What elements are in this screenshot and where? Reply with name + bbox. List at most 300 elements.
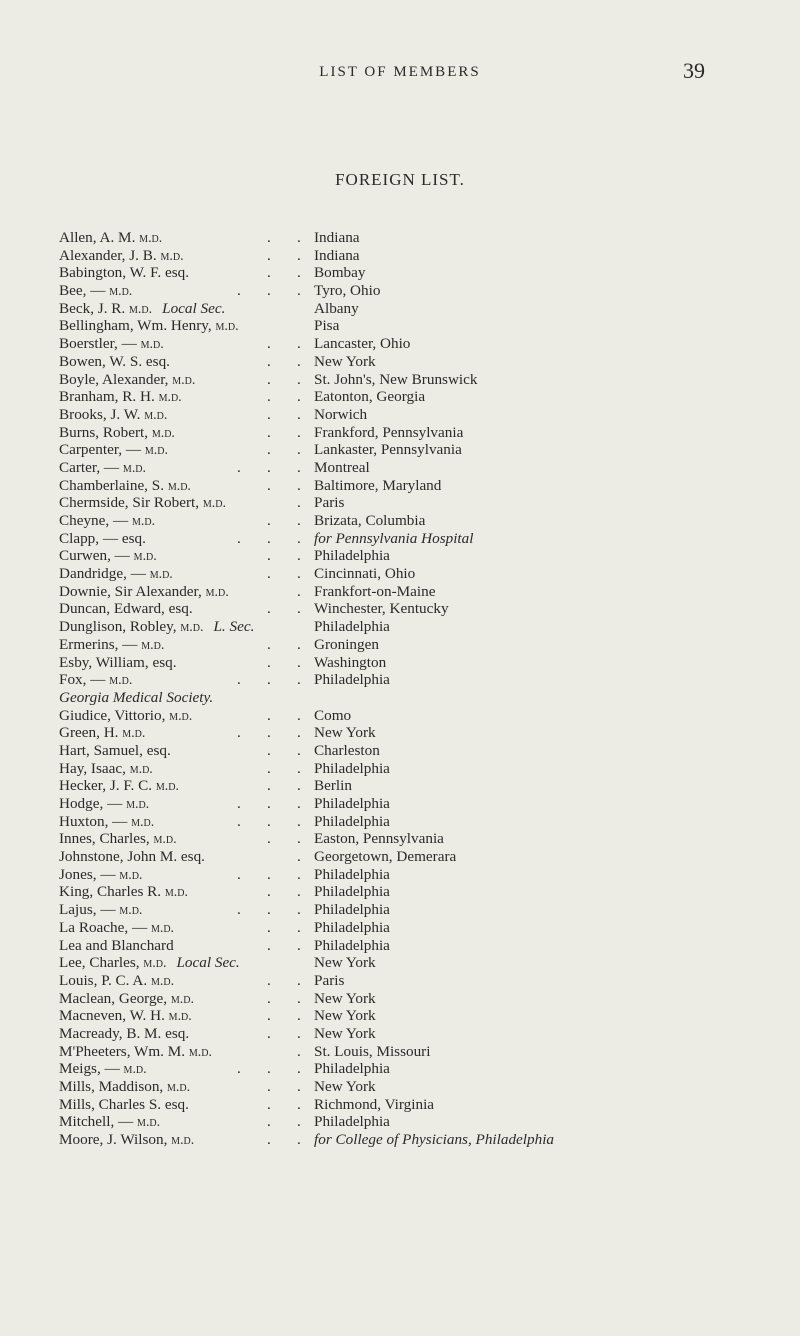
member-role: Local Sec. [162,299,226,317]
member-location: Philadelphia [314,618,390,636]
member-name [59,919,174,938]
leader-dot: . [297,1007,301,1025]
member-name-text: Macneven, W. H. [59,1007,169,1025]
list-item [59,264,759,282]
leader-dot: . [267,565,271,583]
list-item [59,371,759,389]
leader-dot: . [267,865,271,883]
member-name-text: Carter, — [59,458,123,476]
member-name-text: Downie, Sir Alexander, [59,582,206,600]
leader-dot: . [297,653,301,671]
member-name-text: Chermside, Sir Robert, [59,494,203,512]
leader-dot: . [297,264,301,282]
member-name-text: Bowen, W. S. esq. [59,352,170,370]
member-location: New York [314,1078,376,1095]
list-item [59,777,759,795]
list-item [59,282,759,300]
list-item [59,883,759,901]
member-location: Philadelphia [314,918,390,936]
member-name [59,883,188,902]
member-name-text: Bee, — [59,282,110,300]
list-item [59,848,759,866]
member-degree: m.d. [150,920,175,936]
leader-dot: . [267,423,271,441]
member-name [59,636,164,655]
member-name-text: Brooks, J. W. [59,405,145,423]
leader-dot: . [267,918,271,936]
member-name-text: Curwen, — [59,547,134,565]
member-name-text: M'Pheeters, Wm. M. [59,1042,189,1060]
leader-dot: . [297,901,301,919]
leader-dot: . [297,494,301,512]
list-item [59,707,759,725]
list-item [59,317,759,335]
member-degree: m.d. [122,460,147,476]
leader-dot: . [297,547,301,565]
member-location: Paris [314,971,345,989]
member-location: Philadelphia [314,901,390,919]
member-location: New York [314,724,376,742]
member-degree: m.d. [153,832,177,848]
member-location: New York [314,954,376,972]
member-location: Frankfort-on-Maine [314,582,436,600]
member-name [59,689,213,707]
leader-dot: . [237,282,241,300]
member-degree: m.d. [188,1044,212,1060]
member-role: L. Sec. [213,618,255,636]
member-location: Groningen [314,635,379,653]
leader-dot: . [297,1042,301,1060]
member-name-text: Lea and Blanchard [59,936,174,954]
member-name [59,954,240,973]
member-name [59,424,175,443]
member-location: Philadelphia [314,795,390,812]
leader-dot: . [297,883,301,901]
member-location: Philadelphia [314,1113,390,1131]
member-name-text: Hodge, — [59,795,127,812]
leader-dot: . [237,865,241,883]
member-name-text: Lee, Charles, [59,954,144,972]
leader-dot: . [297,423,301,441]
leader-dot: . [267,971,271,989]
member-name [59,724,145,743]
member-name [59,317,239,336]
member-location: Albany [314,299,359,317]
member-degree: m.d. [180,620,204,636]
list-item [59,441,759,459]
leader-dot: . [267,512,271,529]
member-degree: m.d. [202,496,226,512]
member-name-text: Hecker, J. F. C. [59,777,156,795]
leader-dot: . [297,1024,301,1042]
leader-dot: . [297,352,301,370]
leader-dot: . [297,830,301,848]
list-item [59,795,759,813]
member-name [59,813,154,832]
leader-dot: . [267,812,271,830]
page-number: 39 [683,58,705,83]
leader-dot: . [237,529,241,547]
leader-dot: . [297,441,301,459]
leader-dot: . [237,812,241,830]
member-name [59,1131,194,1150]
leader-dot: . [297,246,301,264]
list-item [59,1113,759,1131]
leader-dot: . [267,458,271,476]
member-degree: m.d. [169,708,193,724]
member-name-text: Jones, — [59,865,120,883]
member-location: Pisa [314,317,340,335]
list-item [59,813,759,831]
leader-dot: . [267,671,271,689]
leader-dot: . [267,706,271,724]
member-name-text: King, Charles R. [59,883,165,901]
member-location: Cincinnati, Ohio [314,565,416,583]
member-degree: m.d. [155,779,179,795]
leader-dot: . [237,901,241,919]
leader-dot: . [237,458,241,476]
member-name [59,848,205,866]
member-location: New York [314,989,376,1007]
member-name-text: Johnstone, John M. esq. [59,848,205,866]
member-name [59,530,146,548]
member-degree: m.d. [144,407,168,423]
leader-dot: . [297,1060,301,1078]
member-degree: m.d. [122,726,146,742]
leader-dot: . [297,635,301,653]
member-location: Washington [314,653,387,671]
leader-dot: . [237,795,241,812]
leader-dot: . [297,971,301,989]
member-name [59,1060,147,1079]
member-name [59,565,173,584]
leader-dot: . [297,1078,301,1095]
leader-dot: . [297,759,301,777]
member-location: Philadelphia [314,812,390,830]
member-name-text: Georgia Medical Society. [59,688,214,706]
member-location: Berlin [314,777,352,795]
member-location: Tyro, Ohio [314,282,381,300]
member-name [59,795,149,814]
leader-dot: . [267,1113,271,1131]
section-title: FOREIGN LIST. [335,170,465,189]
leader-dot: . [297,529,301,547]
leader-dot: . [267,901,271,919]
member-location: Lancaster, Ohio [314,335,411,353]
member-name [59,1113,160,1132]
list-item [59,1096,759,1114]
member-degree: m.d. [109,673,133,689]
leader-dot: . [297,335,301,353]
member-degree: m.d. [168,1009,192,1025]
member-location: Lankaster, Pennsylvania [314,441,462,459]
member-location: for Pennsylvania Hospital [314,529,474,547]
list-item [59,724,759,742]
member-location: Philadelphia [314,759,390,777]
running-head-title: LIST OF MEMBERS [319,64,481,80]
member-name-text: Macready, B. M. esq. [59,1024,190,1042]
member-degree: m.d. [160,248,184,264]
list-item [59,636,759,654]
member-degree: m.d. [172,372,196,388]
list-item [59,1131,759,1149]
member-degree: m.d. [139,231,163,246]
leader-dot: . [297,1113,301,1131]
list-item [59,618,759,636]
member-location: New York [314,1007,376,1025]
member-name [59,300,225,319]
leader-dot: . [297,565,301,583]
member-location: Philadelphia [314,936,390,954]
member-name [59,282,132,301]
leader-dot: . [267,759,271,777]
list-item [59,937,759,955]
list-item [59,1025,759,1043]
leader-dot: . [297,848,301,866]
member-name-text: Burns, Robert, [59,423,152,441]
list-item [59,406,759,424]
member-name [59,866,142,885]
member-degree: m.d. [140,337,164,353]
member-name [59,671,132,690]
member-name-text: Allen, A. M. [59,229,140,246]
leader-dot: . [297,918,301,936]
list-item [59,565,759,583]
member-location: Easton, Pennsylvania [314,830,444,848]
leader-dot: . [297,1131,301,1149]
leader-dot: . [267,547,271,565]
leader-dot: . [237,671,241,689]
member-name-text: Babington, W. F. esq. [59,264,189,282]
member-location: St. Louis, Missouri [314,1042,431,1060]
member-name-text: Chamberlaine, S. [59,476,168,494]
member-name [59,1078,190,1097]
leader-dot: . [297,989,301,1007]
list-item [59,990,759,1008]
member-name-text: Beck, J. R. [59,299,130,317]
member-name [59,494,226,513]
member-name [59,600,193,618]
member-location: Bombay [314,264,366,282]
member-degree: m.d. [144,443,168,459]
member-name [59,990,194,1009]
member-location: Paris [314,494,345,512]
member-name-text: Huxton, — [59,812,132,830]
member-location: Georgetown, Demerara [314,848,457,866]
list-item [59,229,759,247]
member-name-text: Hart, Samuel, esq. [59,741,171,759]
leader-dot: . [237,1060,241,1078]
member-location: Winchester, Kentucky [314,600,449,618]
leader-dot: . [297,671,301,689]
member-degree: m.d. [151,973,175,989]
member-name-text: Fox, — [59,671,110,689]
member-name-text: Green, H. [59,724,123,742]
leader-dot: . [267,229,271,246]
leader-dot: . [267,883,271,901]
leader-dot: . [267,264,271,282]
leader-dot: . [297,1095,301,1113]
member-location: Norwich [314,405,368,423]
member-name-text: Lajus, — [59,901,120,919]
leader-dot: . [297,458,301,476]
list-item [59,1007,759,1025]
member-name-text: Hay, Isaac, [59,759,130,777]
member-name [59,247,184,266]
member-name [59,972,174,991]
member-degree: m.d. [205,584,229,600]
member-degree: m.d. [123,1062,147,1078]
leader-dot: . [267,1078,271,1095]
member-name [59,1007,192,1026]
member-location: Richmond, Virginia [314,1095,435,1113]
member-name-text: Boerstler, — [59,335,141,353]
leader-dot: . [267,370,271,388]
list-item [59,512,759,530]
member-name [59,441,168,460]
member-degree: m.d. [149,567,173,583]
list-item [59,689,759,707]
list-item [59,742,759,760]
list-item [59,600,759,618]
running-head [0,58,800,86]
leader-dot: . [267,246,271,264]
member-location: Indiana [314,246,360,264]
list-item [59,919,759,937]
member-name [59,742,171,760]
leader-dot: . [267,741,271,759]
member-name-text: Mitchell, — [59,1113,138,1131]
member-name-text: Duncan, Edward, esq. [59,600,193,618]
member-name-text: Ermerins, — [59,635,142,653]
member-name [59,760,153,779]
list-item [59,353,759,371]
member-name [59,654,177,672]
leader-dot: . [297,777,301,795]
member-location: St. John's, New Brunswick [314,370,478,388]
leader-dot: . [267,653,271,671]
member-degree: m.d. [119,903,143,919]
member-name-text: Dunglison, Robley, [59,618,181,636]
leader-dot: . [297,741,301,759]
list-item [59,866,759,884]
member-name [59,512,155,531]
member-location: Philadelphia [314,1060,390,1078]
leader-dot: . [267,724,271,742]
member-name-text: Louis, P. C. A. [59,971,151,989]
member-name-text: Esby, William, esq. [59,653,177,671]
list-item [59,477,759,495]
member-degree: m.d. [158,390,182,406]
member-degree: m.d. [171,1133,195,1149]
member-name-text: Alexander, J. B. [59,246,161,264]
list-item [59,1060,759,1078]
leader-dot: . [297,724,301,742]
member-degree: m.d. [133,549,157,565]
list-item [59,530,759,548]
leader-dot: . [267,476,271,494]
list-item [59,671,759,689]
member-name [59,707,192,726]
leader-dot: . [297,476,301,494]
member-degree: m.d. [137,1115,161,1131]
leader-dot: . [267,1024,271,1042]
leader-dot: . [267,388,271,406]
leader-dot: . [297,512,301,529]
member-name-text: Moore, J. Wilson, [59,1131,172,1149]
member-name-text: Maclean, George, [59,989,171,1007]
member-name [59,830,177,849]
member-name-text: Mills, Maddison, [59,1078,168,1095]
member-name-text: Dandridge, — [59,565,150,583]
leader-dot: . [267,352,271,370]
leader-dot: . [297,370,301,388]
leader-dot: . [297,405,301,423]
member-name [59,264,189,282]
member-location: Eatonton, Georgia [314,388,426,406]
leader-dot: . [267,777,271,795]
list-item [59,547,759,565]
leader-dot: . [267,635,271,653]
member-degree: m.d. [126,797,150,812]
member-name [59,371,195,390]
member-name [59,406,167,425]
member-degree: m.d. [167,478,191,494]
list-item [59,654,759,672]
leader-dot: . [267,989,271,1007]
leader-dot: . [237,724,241,742]
leader-dot: . [267,936,271,954]
leader-dot: . [297,229,301,246]
member-location: Charleston [314,741,380,759]
member-location: Brizata, Columbia [314,512,426,529]
member-location: Philadelphia [314,671,390,689]
leader-dot: . [267,405,271,423]
member-location: Baltimore, Maryland [314,476,442,494]
leader-dot: . [297,795,301,812]
list-item [59,954,759,972]
list-item [59,494,759,512]
member-name [59,937,174,955]
leader-dot: . [267,1060,271,1078]
member-degree: m.d. [131,814,155,830]
member-degree: m.d. [119,867,143,883]
member-location: Como [314,706,352,724]
leader-dot: . [267,529,271,547]
leader-dot: . [297,706,301,724]
leader-dot: . [267,441,271,459]
leader-dot: . [297,282,301,300]
member-name [59,353,170,371]
list-item [59,335,759,353]
list-item [59,1078,759,1096]
member-name [59,388,182,407]
member-name [59,1043,212,1062]
member-location: Philadelphia [314,865,390,883]
member-name-text: Bellingham, Wm. Henry, [59,317,216,335]
member-name-text: La Roache, — [59,918,151,936]
member-degree: m.d. [129,301,153,317]
member-name-text: Innes, Charles, [59,830,154,848]
list-item [59,830,759,848]
member-location: Philadelphia [314,883,390,901]
member-degree: m.d. [131,514,156,529]
member-degree: m.d. [170,991,194,1007]
list-item [59,388,759,406]
member-name [59,477,191,496]
member-degree: m.d. [164,885,188,901]
member-name [59,547,157,566]
